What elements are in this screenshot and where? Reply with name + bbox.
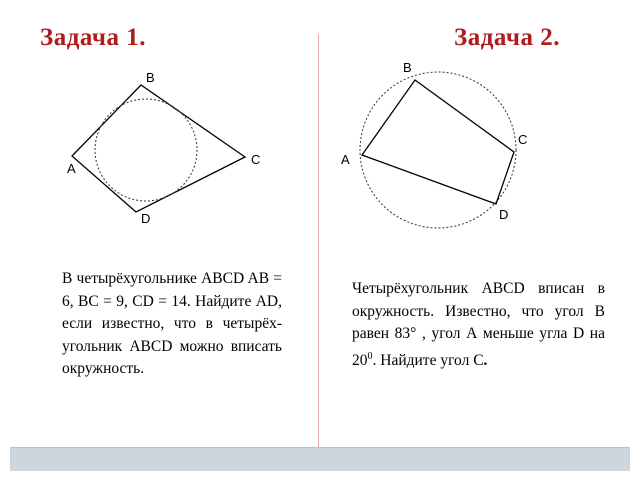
task2-label-d: D bbox=[499, 207, 509, 222]
task1-problem-text: В четырёхугольнике ABCD AB = 6, BC = 9, CD = 14. Найдите AD, если известно, что в четырёх-угольник ABCD можно вписать окружность. bbox=[62, 270, 282, 377]
task2-degree-superscript: 0 bbox=[367, 350, 373, 362]
task2-label-c: C bbox=[518, 132, 528, 147]
task2-text-end: . bbox=[483, 351, 488, 369]
footer-bar bbox=[10, 447, 630, 471]
task1-title: Задача 1. bbox=[40, 24, 146, 51]
task2-label-a: A bbox=[341, 152, 350, 167]
task2-figure bbox=[341, 60, 527, 228]
task1-inscribed-circle bbox=[95, 99, 197, 201]
task1-label-b: B bbox=[146, 70, 155, 85]
task2-label-b: B bbox=[403, 60, 412, 75]
task1-label-d: D bbox=[141, 211, 151, 226]
task2-problem-text bbox=[352, 278, 605, 372]
task1-figure bbox=[67, 70, 260, 226]
task1-quadrilateral bbox=[72, 85, 245, 212]
task1-label-a: A bbox=[67, 161, 76, 176]
task1-label-c: C bbox=[251, 152, 261, 167]
task2-text-part1: Четырёхугольник ABCD вписан в окружность. Известно, что угол В равен 83° , угол А меньше угла D на 20 bbox=[352, 280, 605, 369]
task2-circumscribed-circle bbox=[360, 72, 516, 228]
task2-quadrilateral bbox=[362, 80, 514, 204]
task2-text-part2: . Найдите угол С bbox=[372, 351, 484, 369]
task2-title: Задача 2. bbox=[454, 24, 560, 51]
